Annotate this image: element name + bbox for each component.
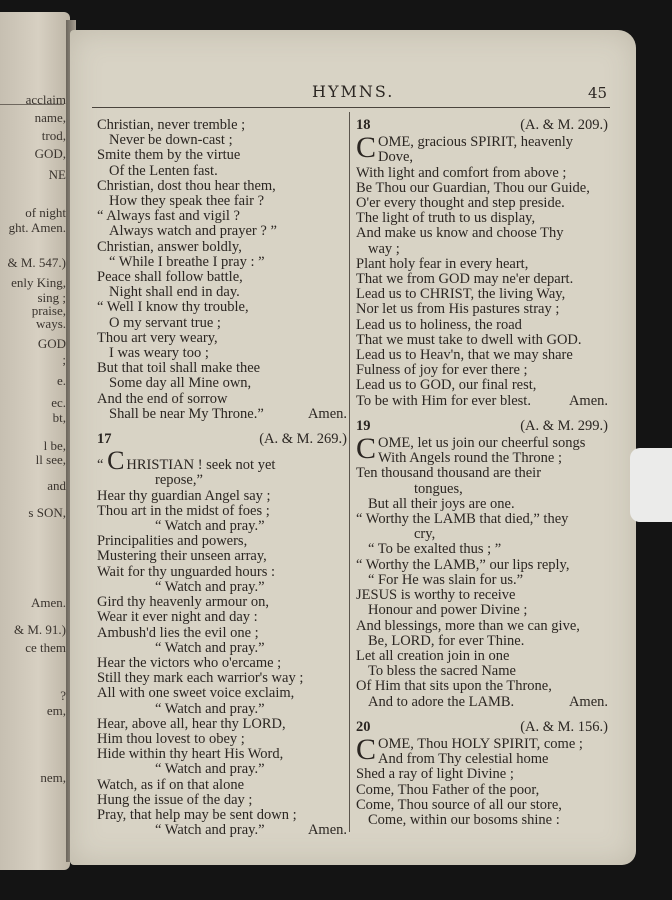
facing-page-fragment: s SON,	[28, 505, 66, 520]
verse-line: Christian, dost thou hear them,	[97, 177, 276, 194]
header-rule	[92, 107, 610, 108]
verse-line: Christian, never tremble ;	[97, 117, 246, 133]
first-line-text: OME, gracious SPIRIT, heavenly	[378, 134, 574, 151]
verse-line: And to adore the LAMB.	[368, 693, 515, 710]
hymn-reference: (A. & M. 156.)	[520, 718, 608, 735]
first-line-text: HRISTIAN ! seek not yet	[126, 457, 276, 474]
facing-page-fragment: ll see,	[35, 452, 66, 467]
facing-page-fragment: name,	[34, 110, 66, 125]
facing-page-fragment: nem,	[40, 770, 66, 785]
facing-page-fragment: sing ;	[37, 290, 66, 305]
verse-line: To be with Him for ever blest.	[356, 392, 531, 409]
verse-line: “ Watch and pray.”	[155, 700, 265, 717]
verse-line: The light of truth to us display,	[356, 210, 536, 227]
facing-page-fragment: ways.	[36, 316, 66, 331]
verse-line: Come, Thou Father of the poor,	[356, 781, 540, 798]
verse-line: Hide within thy heart His Word,	[97, 746, 284, 763]
hymn-16-tail	[97, 118, 347, 407]
verse-line: “ Watch and pray.”	[155, 639, 265, 656]
hymn-18-last-line	[356, 394, 608, 409]
amen: Amen.	[307, 822, 347, 839]
verse-line: Gird thy heavenly armour on,	[97, 594, 269, 611]
verse-line: Hear thy guardian Angel say ;	[97, 487, 271, 504]
verse-line: Still they mark each warrior's way ;	[97, 670, 304, 687]
hymn-20-verses	[356, 752, 608, 828]
facing-page-fragment: of night	[25, 205, 66, 220]
verse-line: Mustering their unseen array,	[97, 548, 267, 565]
verse-line: I was weary too ;	[109, 345, 209, 362]
verse-line: Ambush'd lies the evil one ;	[97, 624, 259, 641]
verse-line: Hear, above all, hear thy LORD,	[97, 715, 286, 732]
verse-line: O'er every thought and step preside.	[356, 195, 565, 212]
page-number: 45	[588, 84, 608, 102]
verse-line: With Angels round the Throne ;	[378, 450, 563, 467]
column-divider	[349, 112, 350, 832]
verse-line: “ While I breathe I pray : ”	[109, 253, 265, 270]
verse-line: Lead us to Heav'n, that we may share	[356, 347, 573, 364]
verse-line: Christian, answer boldly,	[97, 238, 242, 255]
facing-page-fragment: GOD	[37, 336, 66, 351]
hymn-reference: (A. & M. 299.)	[520, 417, 608, 434]
verse-line: Of the Lenten fast.	[109, 162, 218, 179]
verse-line: Honour and power Divine ;	[368, 602, 528, 619]
verse-line: O my servant true ;	[109, 314, 221, 331]
right-column	[356, 118, 608, 828]
verse-line: way ;	[368, 240, 400, 257]
left-column	[97, 118, 347, 838]
verse-line: Plant holy fear in every heart,	[356, 255, 529, 272]
facing-page-fragment: ?	[60, 688, 66, 703]
hymn-number: 17	[97, 431, 112, 448]
drop-cap: C	[356, 732, 377, 766]
verse-line: Shall be near My Throne.”	[109, 405, 264, 422]
hymn-18-heading	[356, 118, 608, 133]
verse-line: Pray, that help may be sent down ;	[97, 806, 297, 823]
verse-line: Let all creation join in one	[356, 647, 510, 664]
verse-line: Wait for thy unguarded hours :	[97, 563, 276, 580]
facing-page-fragment: e.	[56, 373, 66, 388]
facing-page-fragment: bt,	[52, 410, 66, 425]
verse-line: Be Thou our Guardian, Thou our Guide,	[356, 179, 590, 196]
facing-page-fragment: and	[47, 478, 66, 493]
hymn-17-last-line	[97, 823, 347, 838]
verse-line: But all their joys are one.	[368, 495, 515, 512]
hymn-19-last-line	[356, 695, 608, 710]
hymn-19-heading	[356, 419, 608, 434]
verse-line: That we from GOD may ne'er depart.	[356, 271, 574, 288]
verse-line: JESUS is worthy to receive	[356, 587, 516, 604]
verse-line: Come, within our bosoms shine :	[368, 811, 560, 828]
verse-line: With light and comfort from above ;	[356, 164, 567, 181]
hymn-number: 18	[356, 117, 371, 133]
amen: Amen.	[307, 405, 347, 422]
verse-line: Of Him that sits upon the Throne,	[356, 678, 552, 695]
verse-line: But that toil shall make thee	[97, 360, 261, 377]
verse-line: Hear the victors who o'ercame ;	[97, 654, 282, 671]
hymn-16-last-line	[97, 407, 347, 422]
verse-line: “ For He was slain for us.”	[368, 571, 524, 588]
verse-line: “ Well I know thy trouble,	[97, 299, 249, 316]
hymn-19-verses	[356, 451, 608, 694]
facing-page-fragment: ec.	[51, 395, 66, 410]
verse-line: Ten thousand thousand are their	[356, 465, 542, 482]
hymn-17-first-line	[97, 446, 347, 476]
drop-cap: C	[356, 432, 377, 466]
verse-line: Lead us to holiness, the road	[356, 316, 522, 333]
facing-page-fragment: NE	[48, 167, 66, 182]
verse-line: tongues,	[414, 480, 463, 497]
verse-line: Peace shall follow battle,	[97, 269, 243, 286]
facing-page-fragment: l be,	[43, 438, 66, 453]
verse-line: Dove,	[378, 149, 414, 166]
running-head: HYMNS.	[312, 82, 395, 101]
verse-line: Night shall end in day.	[109, 284, 240, 301]
verse-line: Principalities and powers,	[97, 533, 248, 550]
verse-line: How they speak thee fair ?	[109, 193, 265, 210]
verse-line: Always watch and prayer ? ”	[109, 223, 277, 240]
verse-line: Lead us to GOD, our final rest,	[356, 377, 537, 394]
hymn-20-heading	[356, 720, 608, 735]
verse-line: Wear it ever night and day :	[97, 609, 258, 626]
facing-page-fragment: ght. Amen.	[8, 220, 66, 235]
facing-page-fragment: ce them	[25, 640, 66, 655]
page-marker-tab	[630, 448, 672, 522]
verse-line: To bless the sacred Name	[368, 663, 516, 680]
verse-line: And make us know and choose Thy	[356, 225, 564, 242]
facing-page-edge	[0, 12, 70, 870]
verse-line: “ Worthy the LAMB that died,” they	[356, 511, 569, 528]
verse-line: Hung the issue of the day ;	[97, 791, 253, 808]
verse-line: “ Watch and pray.”	[155, 761, 265, 778]
hymn-17-verses	[97, 473, 347, 823]
verse-line: That we must take to dwell with GOD.	[356, 331, 582, 348]
verse-line: Never be down-cast ;	[109, 132, 233, 149]
verse-line: Him thou lovest to obey ;	[97, 730, 245, 747]
verse-line: Some day all Mine own,	[109, 375, 252, 392]
drop-cap: C	[356, 131, 377, 165]
hymn-18-verses	[356, 150, 608, 393]
hymn-reference: (A. & M. 269.)	[259, 431, 347, 448]
hymn-17-heading	[97, 432, 347, 447]
open-quote: “	[97, 457, 104, 474]
verse-line: Fulness of joy for ever there ;	[356, 362, 528, 379]
facing-page-fragment: Amen.	[30, 595, 66, 610]
verse-line: cry,	[414, 526, 436, 543]
facing-page-fragment: GOD,	[34, 146, 66, 161]
verse-line: “ Watch and pray.”	[155, 822, 265, 839]
verse-line: All with one sweet voice exclaim,	[97, 685, 295, 702]
facing-page-fragment: & M. 547.)	[7, 255, 66, 270]
facing-page-fragment: & M. 91.)	[14, 622, 66, 637]
verse-line: Nor let us from His pastures stray ;	[356, 301, 560, 318]
verse-line: Watch, as if on that alone	[97, 776, 245, 793]
facing-page-fragment: praise,	[31, 303, 66, 318]
facing-page-fragment: trod,	[41, 128, 66, 143]
verse-line: Come, Thou source of all our store,	[356, 796, 562, 813]
verse-line: Thou art very weary,	[97, 329, 218, 346]
verse-line: repose,”	[155, 472, 203, 489]
verse-line: Shed a ray of light Divine ;	[356, 766, 514, 783]
verse-line: Thou art in the midst of foes ;	[97, 502, 270, 519]
verse-line: Lead us to CHRIST, the living Way,	[356, 286, 566, 303]
verse-line: “ To be exalted thus ; ”	[368, 541, 502, 558]
facing-page-fragment: acclaim	[25, 92, 66, 107]
verse-line: And blessings, more than we can give,	[356, 617, 580, 634]
hymn-number: 20	[356, 718, 371, 735]
verse-line: “ Watch and pray.”	[155, 518, 265, 535]
amen: Amen.	[568, 392, 608, 409]
verse-line: “ Watch and pray.”	[155, 578, 265, 595]
verse-line: “ Always fast and vigil ?	[97, 208, 240, 225]
verse-line: Be, LORD, for ever Thine.	[368, 632, 525, 649]
hymn-number: 19	[356, 417, 371, 434]
facing-page-fragment: enly King,	[11, 275, 66, 290]
verse-line: And from Thy celestial home	[378, 751, 549, 768]
verse-line: And the end of sorrow	[97, 390, 228, 407]
facing-page-fragment: ;	[62, 352, 66, 367]
first-line-text: OME, Thou HOLY SPIRIT, come ;	[378, 735, 583, 752]
hymn-reference: (A. & M. 209.)	[520, 117, 608, 133]
first-line-text: OME, let us join our cheerful songs	[378, 435, 586, 452]
verse-line: Smite them by the virtue	[97, 147, 241, 164]
drop-cap: C	[107, 446, 125, 476]
verse-line: “ Worthy the LAMB,” our lips reply,	[356, 556, 570, 573]
amen: Amen.	[568, 693, 608, 710]
facing-page-fragment: em,	[46, 703, 66, 718]
